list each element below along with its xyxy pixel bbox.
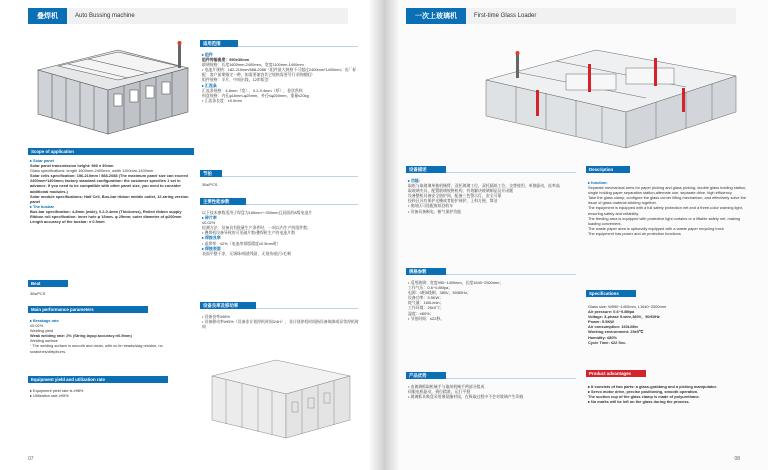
text-line: • 电池片规格：182-210mm/588-2088（组件最大规格不可超过2400mm*1400mm；出厂标配：客户前期指定一种，如需要兼容其它规格需要另行采购模组） (202, 67, 357, 78)
text-line: ▸ Breakage rate (30, 318, 59, 323)
right-page-number: 08 (734, 456, 740, 462)
glass-loader-image (476, 30, 746, 156)
cn-spec-text (408, 280, 580, 321)
text-line: ▸ Servo motor drive, precise positioning, smooth operation. (588, 389, 699, 395)
text-line: The equipment is equipped with a full safety protection net and a three-color warning light, ensuring safety and reliability. (588, 205, 743, 216)
text-line: Length accuracy of the busbar: ± 0.5mm (30, 219, 105, 225)
text-line: ▸ 组件 (202, 52, 213, 57)
text-line: 取纸与取玻璃单独机械臂，双托玻璃工位，双托隔纸工位，交替使用，单独驱动，连率高 (408, 183, 560, 189)
text-line: • 叠焊机设备导致的可见破片数/叠焊机生产的电池片数 (202, 230, 296, 236)
text-line: • 玻璃抓具吸盘采用聚氨酯材质，在吸取过程中不会对玻璃产生印痕 (408, 394, 524, 400)
text-line: ▸ Equipment yield rate is ≥98% (30, 388, 84, 393)
right-banner-title-en: First-time Glass Loader (466, 8, 544, 24)
text-line: ▸ The busbar (30, 203, 55, 209)
performance-heading: Main performance parameters (28, 306, 148, 313)
text-line: Take the glass clamp, configure the glass corner lifting mechanism, and effectively solve the issue of glass material sticking together. (588, 195, 747, 206)
text-line: • 废纸区可选配废纸回收车 (408, 203, 454, 209)
text-line: 工作气压：0.6~0.8Mpa； (408, 285, 453, 291)
text-line: Cycle Time: ≤22 Sec. (588, 339, 627, 345)
right-banner-title-cn: 一次上玻璃机 (406, 8, 466, 24)
text-line: Air pressure: 0.6~0.8Mpa (588, 309, 635, 315)
text-line: ▸ 功能: (408, 178, 421, 183)
text-line: Air consumption: 160L/Min (588, 324, 638, 330)
text-line: The waste paper area is optionally equipped with a waste paper recycling truck (588, 225, 724, 231)
text-line: ≤0.02% (202, 220, 216, 226)
text-line: Bus-bar specification: 4-8mm (wide), 0.2-0.4mm (Thickness), Rolled ribbon supply (30, 208, 182, 214)
text-line: · The welding surface is smooth and clean, with no tin beads/slag residue, no scratches/dirty/burrs. (30, 343, 163, 354)
text-line: Voltage: 3-phase 5-wire,380V，50/60Hz (588, 314, 660, 320)
text-line: Power: 5.5KW (588, 319, 614, 325)
left-banner (28, 8, 348, 24)
text-line: 设备功率：5.5KW； (408, 295, 444, 301)
cn-beat-value: 30s/PCS (202, 182, 218, 187)
text-line: • 设备移动率≥95%（设备非计划停机时间/24H），非计划停机时间指设备故障或异常停机时间 (202, 319, 359, 330)
text-line: ▸ It consists of two parts: a glass-grabbing and a picking manipulator. (588, 384, 718, 389)
beat-value: 30s/PCS (30, 291, 46, 296)
text-line: • 虚焊率：≤2%（电池串排版精度±0.5mm时） (202, 240, 281, 246)
text-line: Humidity: ≤80% (588, 334, 617, 340)
text-line: 伺服电机驱动，到位精准，运行平稳 (408, 389, 471, 395)
text-line: Glass size: W990~1400mm, L1640~2500mm (588, 304, 667, 309)
equipment-heading: Equipment yield and utilization rate (28, 376, 168, 383)
text-line: Solar module specifications: Half Cell, Bus-bar ribbon middle outlet, 12-string version panel (30, 193, 189, 204)
cn-spec-heading: 规格参数 (406, 268, 446, 275)
equipment-text (30, 388, 196, 398)
scope-heading: Scope of application (28, 148, 194, 155)
text-line: ▸ Utilization rate ≥95% (30, 393, 69, 399)
text-line: 电源：3相5线制，380V，50/60Hz； (408, 290, 471, 296)
cn-scope-text (202, 52, 362, 103)
spec-heading: Specifications (586, 290, 636, 297)
text-line: Welding yield (30, 328, 54, 334)
text-line: 取玻璃夹具，配置玻璃规格机构，有效解决玻璃制品及开闭题 (408, 188, 514, 194)
text-line: 工作环境：25±5℃； (408, 305, 444, 311)
text-line: Welding surface (30, 338, 58, 344)
description-text (588, 180, 748, 236)
cn-beat-heading: 节拍 (200, 170, 222, 177)
text-line: Working environment: 25±5℃ (588, 329, 644, 335)
text-line: • 设备具备断电、断气保护功能 (408, 208, 462, 214)
text-line: ≤0.02% (30, 323, 44, 329)
text-line: The suction cup of the glass clamp is made of polyurethane. (588, 394, 700, 400)
text-line: Ribbon roll specification: inner hole φ 16mm- φ 25mm; outer diameter of φ200mm (30, 214, 182, 220)
text-line: ▸ No marks will be left on the glass during the process. (588, 399, 690, 405)
cn-scope-heading: 适用范围 (200, 40, 238, 47)
text-line: ▸ 碎片率 (202, 215, 217, 221)
text-line: 料盘规格：内孔φ16mm-φ25mm，外径≤φ200mm，重量≤20kg (202, 92, 309, 98)
cn-advantage-heading: 产品优势 (406, 372, 446, 379)
text-line: • 适用玻璃：宽度990~1400mm，长度1640~2500mm； (408, 280, 504, 285)
cn-performance-text (202, 210, 362, 256)
left-page-number: 07 (28, 456, 34, 462)
text-line: ▸ 汇流条 (202, 82, 217, 88)
text-line: ▸ 焊接表面 (202, 245, 221, 251)
text-line: • 汇流条长度：±0.5mm (202, 97, 242, 103)
text-line: Weak welding rate: 2% (String layup accuracy:±0.5mm) (30, 333, 132, 339)
cn-description-text (408, 178, 580, 214)
text-line: ▸ 焊接良率 (202, 235, 221, 241)
text-line: 以下技术参数适用于焊盘为160mm～300mm且双面的A级电池片 (202, 210, 313, 215)
left-banner-title-cn: 叠焊机 (28, 8, 67, 24)
text-line: 耗气量：160L/min； (408, 300, 444, 306)
cn-advantage-text (408, 384, 580, 399)
right-banner (406, 8, 736, 24)
text-line: The feeding area is equipped with protective light curtains or a liftable safety net, making loading convenient. (588, 215, 741, 226)
advantage-heading: Product advantages (586, 370, 646, 377)
text-line: Solar panel transmission height: 980 ± 30mm (30, 163, 114, 169)
cn-equipment-heading: 设备良率及移动率 (200, 302, 256, 309)
text-line: • 设备良率≥98% (202, 314, 230, 319)
text-line: The equipment has power and air protection functions (588, 230, 681, 236)
bussing-machine-image (28, 30, 196, 142)
text-line: 投料区具有保护光栅或者防护网护，上料方便，简洁 (408, 198, 498, 204)
spec-text (588, 304, 748, 345)
text-line: Solar cells specification: 156-210mm / 588-2088 (The maximum panel size can exceed 2400mm*1400mm; factory standard configuration: the customer specifies 1 set in advance. If you need to be compatible with other panel size, you need to consider additional modules.) (30, 173, 188, 194)
text-line: • 由玻璃抓取机械手与取纸机械手两部分组成 (408, 384, 485, 389)
text-line: Separate mechanical arms for paper picking and glass picking, double glass holding station, single holding paper separation station,alternate use, separate drive, high efficiency (588, 185, 747, 196)
text-line: 表面平整干净，无锡珠/锡渣残留，无划伤/脏污/毛刺 (202, 250, 291, 256)
text-line: Glass specifications: length 1600mm-2400mm, width 1100mm-1400mm (30, 168, 154, 174)
bussing-machine-drawing (206, 346, 356, 446)
text-line: 汇流条规格：4-8mm（宽），0.2-0.4mm（厚），卷状供料 (202, 87, 303, 93)
scope-text (30, 158, 196, 224)
text-line: • 节拍时间：≤22秒。 (408, 315, 445, 321)
text-line: ▸ Solar panel (30, 158, 55, 163)
cn-description-heading: 设备描述 (406, 166, 446, 173)
advantage-text (588, 384, 748, 404)
text-line: 组件传输高度：950±30mm (202, 57, 250, 63)
book-gutter (368, 0, 400, 470)
text-line: 检测方法：设备具有批量生产条件时，一周以内生产的组件数； (202, 225, 311, 231)
text-line: 湿度：≤80%； (408, 310, 434, 316)
text-line: 组件规格：半片，中间出线，12串版型 (202, 77, 269, 83)
description-heading: Description (586, 166, 630, 173)
right-page (384, 0, 768, 470)
beat-heading: Beat (28, 280, 68, 287)
cn-performance-heading: 主要性能参数 (200, 198, 246, 205)
text-line: ▸ function: (588, 180, 608, 185)
text-line: 设备整机具备安全防护网，配备三色警示灯，安全可靠 (408, 193, 502, 199)
cn-equipment-text (202, 314, 362, 329)
text-line: 玻璃规格：长度1600mm-2400mm，宽度1100mm-1400mm (202, 62, 304, 68)
performance-text (30, 318, 196, 354)
left-banner-title-en: Auto Bussing machine (67, 8, 143, 24)
